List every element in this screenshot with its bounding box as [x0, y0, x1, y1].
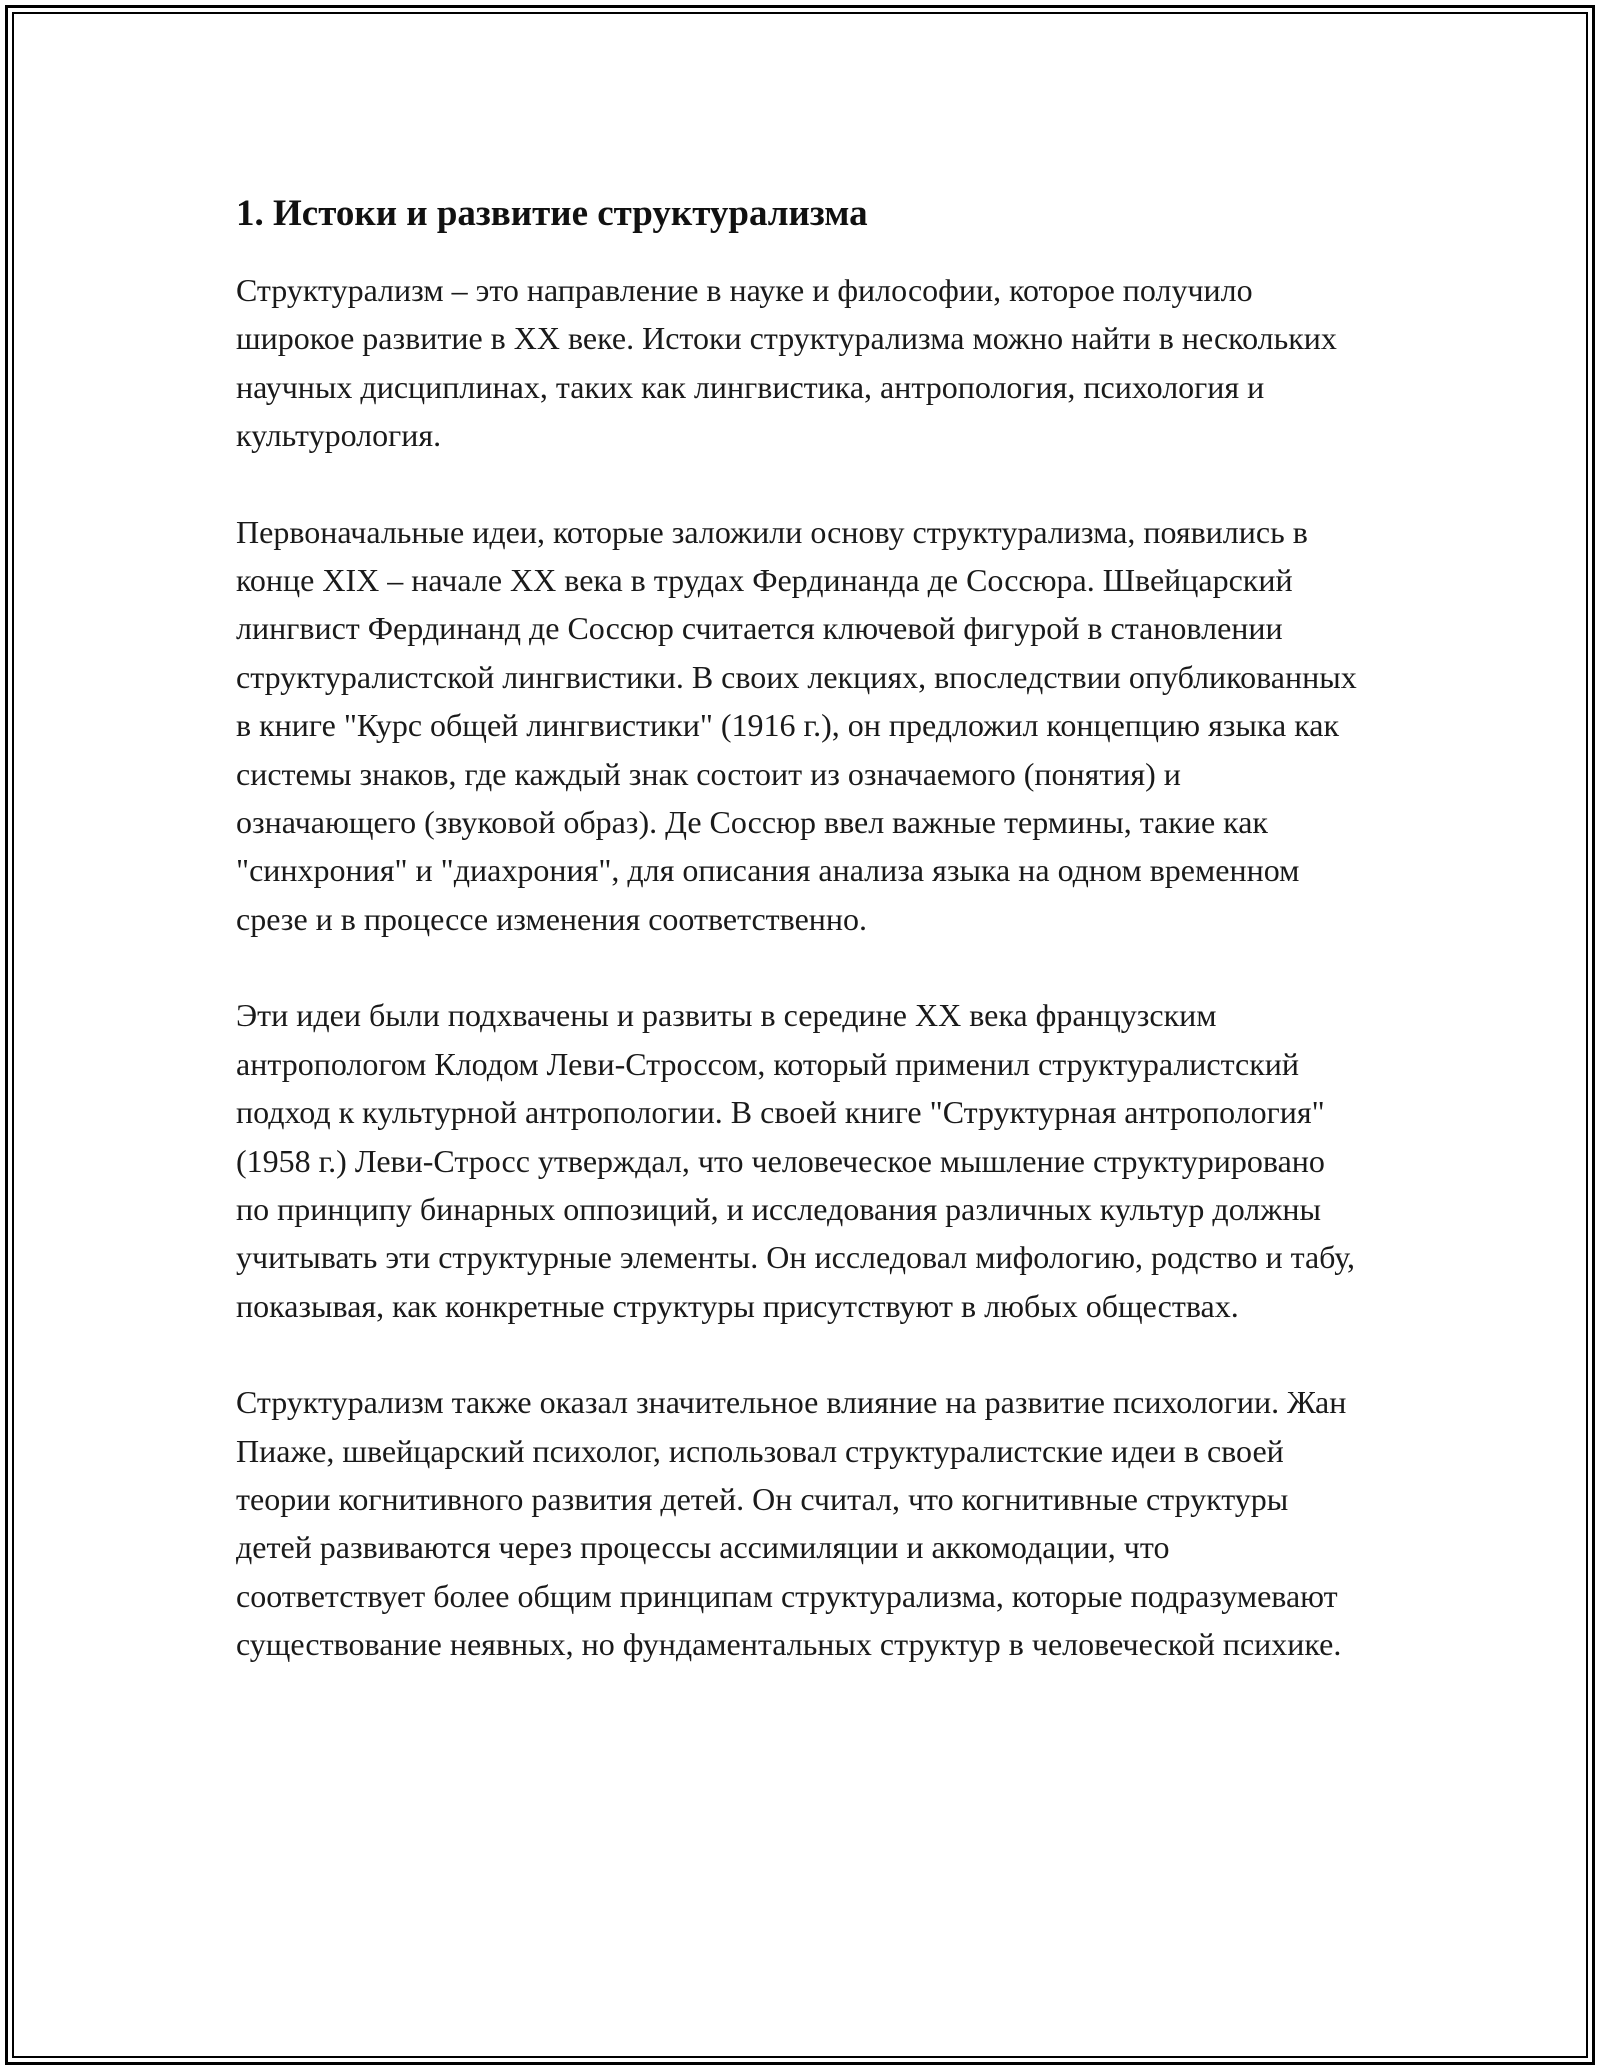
paragraph-saussure: Первоначальные идеи, которые заложили основу структурализма, появились в конце XIX – начале XX века в трудах Фердинанда де Соссюра. Швейцарский лингвист Фердинанд де Соссюр считается ключевой фигурой в становлении структуралистской лингвистики. В своих лекциях, впоследствии опубликованных в книге "Курс общей лингвистики" (1916 г.), он предложил концепцию языка как системы знаков, где каждый знак состоит из означаемого (понятия) и означающего (звуковой образ). Де Соссюр ввел важные термины, такие как "синхрония" и "диахрония", для описания анализа языка на одном временном срезе и в процессе изменения соответственно.: [236, 513, 1357, 937]
paragraph-intro: Структурализм – это направление в науке и философии, которое получило широкое развитие в XX веке. Истоки структурализма можно найти в нескольких научных дисциплинах, таких как лингвистика, антропология, психология и культурология.: [236, 272, 1337, 454]
section-heading: 1. Истоки и развитие структурализма: [236, 193, 868, 234]
paragraph-piaget: Структурализм также оказал значительное влияние на развитие психологии. Жан Пиаже, швейцарский психолог, использовал структуралистские идеи в своей теории когнитивного развития детей. Он считал, что когнитивные структуры детей развиваются через процессы ассимиляции и аккомодации, что соответствует более общим принципам структурализма, которые подразумевают существование неявных, но фундаментальных структур в человеческой психике.: [236, 1384, 1347, 1663]
document-body: [236, 186, 1366, 1717]
paragraph-levi-strauss: Эти идеи были подхвачены и развиты в середине XX века французским антропологом Клодом Леви-Строссом, который применил структуралистский подход к культурной антропологии. В своей книге "Структурная антропология" (1958 г.) Леви-Стросс утверждал, что человеческое мышление структурировано по принципу бинарных оппозиций, и исследования различных культур должны учитывать эти структурные элементы. Он исследовал мифологию, родство и табу, показывая, как конкретные структуры присутствуют в любых обществах.: [236, 997, 1355, 1324]
